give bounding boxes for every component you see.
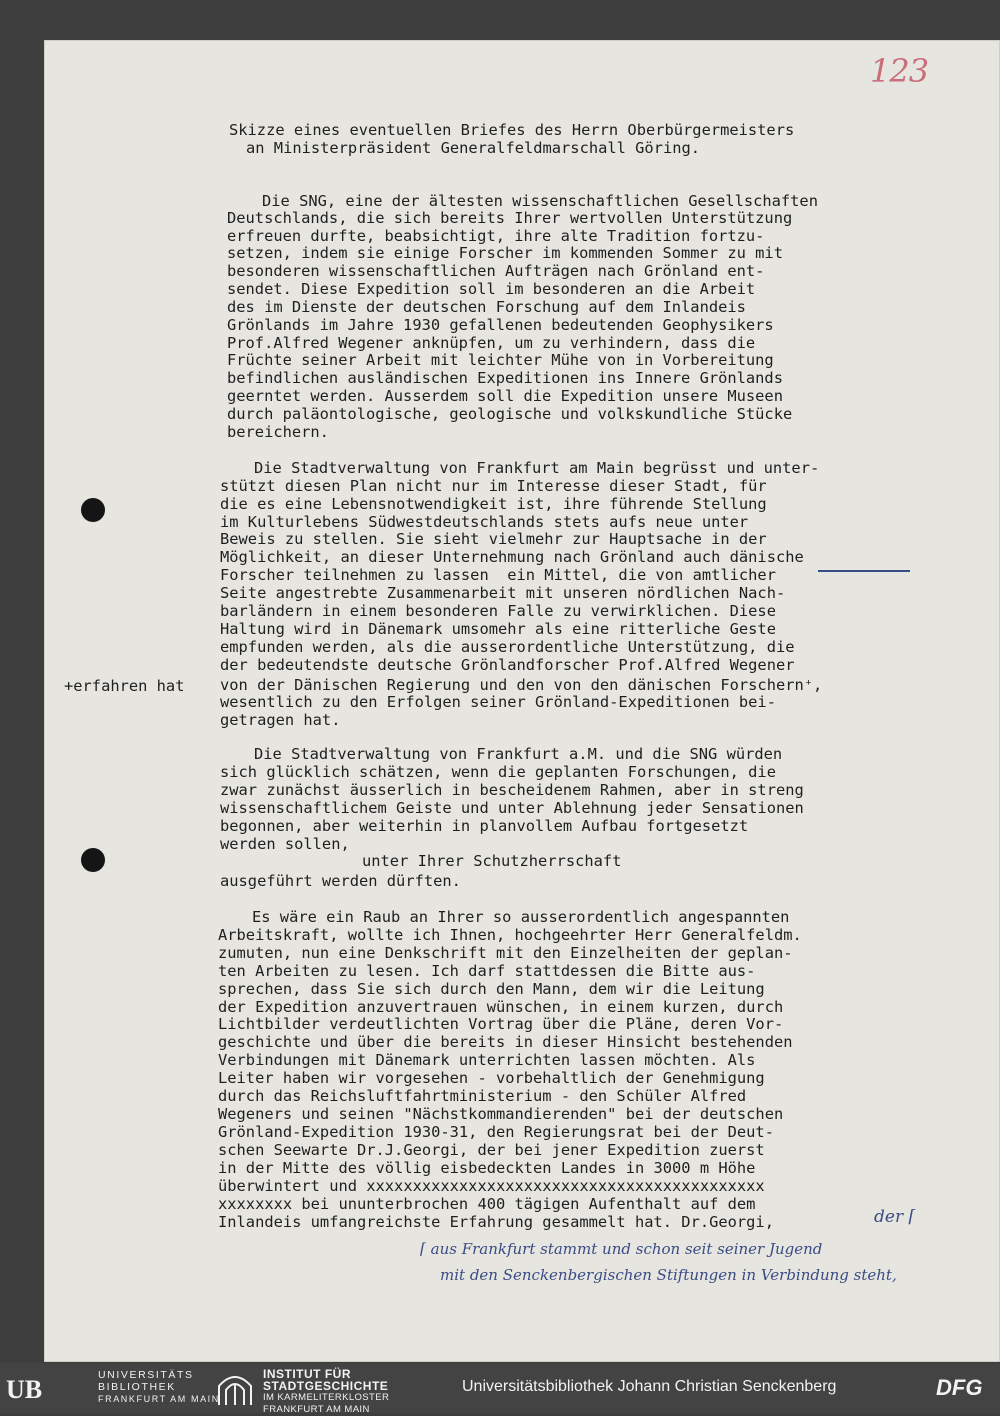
- paragraph-2-line: stützt diesen Plan nicht nur im Interesse dieser Stadt, für: [220, 477, 767, 495]
- paragraph-2-line: Haltung wird in Dänemark umsomehr als eine ritterliche Geste: [220, 620, 776, 638]
- paragraph-2-line: Seite angestrebte Zusammenarbeit mit unseren nördlichen Nach-: [220, 584, 786, 602]
- paragraph-1-line: bereichern.: [227, 423, 329, 441]
- paragraph-4-line: in der Mitte des völlig eisbedeckten Landes in 3000 m Höhe: [218, 1159, 756, 1177]
- paragraph-3-line: Die Stadtverwaltung von Frankfurt a.M. und die SNG würden: [254, 745, 783, 763]
- footer-bar: [0, 1363, 1000, 1413]
- paragraph-1-line: Die SNG, eine der ältesten wissenschaftlichen Gesellschaften: [262, 192, 818, 210]
- isg-wordmark-line: STADTGESCHICHTE: [263, 1379, 389, 1393]
- ub-wordmark-line: FRANKFURT AM MAIN: [98, 1394, 220, 1404]
- paragraph-3-line: unter Ihrer Schutzherrschaft: [362, 852, 622, 870]
- paragraph-4-line: sprechen, dass Sie sich durch den Mann, dem wir die Leitung: [218, 980, 765, 998]
- paragraph-2-line: die es eine Lebensnotwendigkeit ist, ihre führende Stellung: [220, 495, 767, 513]
- paragraph-1-line: Früchte seiner Arbeit mit leichter Mühe von in Vorbereitung: [227, 351, 774, 369]
- paragraph-1-line: Deutschlands, die sich bereits Ihrer wertvollen Unterstützung: [227, 209, 793, 227]
- heading-line: an Ministerpräsident Generalfeldmarschall Göring.: [246, 139, 701, 157]
- margin-note: +erfahren hat: [64, 677, 185, 695]
- handwritten-insert-mark: der ⌈: [874, 1207, 916, 1227]
- paragraph-4-line: Grönland-Expedition 1930-31, den Regierungsrat bei der Deut-: [218, 1123, 774, 1141]
- paragraph-1-line: sendet. Diese Expedition soll im besonderen an die Arbeit: [227, 280, 756, 298]
- isg-building-icon: [216, 1372, 254, 1406]
- dfg-logo: DFG: [936, 1375, 983, 1400]
- paragraph-1-line: Grönlands im Jahre 1930 gefallenen bedeutenden Geophysikers: [227, 316, 774, 334]
- handwritten-page-number: 123: [870, 52, 929, 90]
- isg-wordmark-line: INSTITUT FÜR: [263, 1367, 351, 1381]
- handwritten-note-line: mit den Senckenbergischen Stiftungen in Verbindung steht,: [440, 1266, 897, 1284]
- handwritten-underline: [818, 570, 910, 572]
- paragraph-4-line: durch das Reichsluftfahrtministerium - den Schüler Alfred: [218, 1087, 747, 1105]
- paragraph-2-line: getragen hat.: [220, 711, 341, 729]
- paragraph-1-line: durch paläontologische, geologische und volkskundliche Stücke: [227, 405, 793, 423]
- paragraph-4-line: ten Arbeiten zu lesen. Ich darf stattdessen die Bitte aus-: [218, 962, 756, 980]
- paragraph-3-line: werden sollen,: [220, 835, 350, 853]
- heading-line: Skizze eines eventuellen Briefes des Herrn Oberbürgermeisters: [229, 121, 795, 139]
- punch-hole: [81, 498, 105, 522]
- paragraph-4-line: Wegeners und seinen "Nächstkommandierenden" bei der deutschen: [218, 1105, 784, 1123]
- punch-hole: [81, 848, 105, 872]
- paragraph-1-line: befindlichen ausländischen Expeditionen ins Innere Grönlands: [227, 369, 783, 387]
- paragraph-2-line: Möglichkeit, an dieser Unternehmung nach Grönland auch dänische: [220, 548, 804, 566]
- library-name: Universitätsbibliothek Johann Christian Senckenberg: [462, 1378, 837, 1395]
- paragraph-3-line: begonnen, aber weiterhin in planvollem Aufbau fortgesetzt: [220, 817, 749, 835]
- paragraph-4-line: Verbindungen mit Dänemark unterrichten lassen möchten. Als: [218, 1051, 756, 1069]
- paragraph-1-line: Prof.Alfred Wegener anknüpfen, um zu verhindern, dass die: [227, 334, 756, 352]
- paragraph-4-line: geschichte und über die bereits in dieser Hinsicht bestehenden: [218, 1033, 793, 1051]
- ub-logo: UB: [6, 1375, 43, 1404]
- paragraph-2-line: der bedeutendste deutsche Grönlandforscher Prof.Alfred Wegener: [220, 656, 795, 674]
- paragraph-4-line: Leiter haben wir vorgesehen - vorbehaltlich der Genehmigung: [218, 1069, 765, 1087]
- paragraph-2-line: im Kulturlebens Südwestdeutschlands stets aufs neue unter: [220, 513, 749, 531]
- paragraph-2-line: barländern in einem besonderen Falle zu verwirklichen. Diese: [220, 602, 776, 620]
- paragraph-4-line: überwintert und xxxxxxxxxxxxxxxxxxxxxxxxxxxxxxxxxxxxxxxxxxx: [218, 1177, 765, 1195]
- paragraph-4-line: xxxxxxxx bei ununterbrochen 400 tägigen Aufenthalt auf dem: [218, 1195, 756, 1213]
- paragraph-4-line: Lichtbilder verdeutlichten Vortrag über die Pläne, deren Vor-: [218, 1015, 784, 1033]
- paragraph-3-line: zwar zunächst äusserlich in bescheidenem Rahmen, aber in streng: [220, 781, 804, 799]
- paragraph-1-line: des im Dienste der deutschen Forschung auf dem Inlandeis: [227, 298, 746, 316]
- ub-wordmark-line: UNIVERSITÄTS: [98, 1369, 194, 1381]
- paragraph-4-line: Arbeitskraft, wollte ich Ihnen, hochgeehrter Herr Generalfeldm.: [218, 926, 802, 944]
- isg-wordmark-line: FRANKFURT AM MAIN: [263, 1404, 370, 1415]
- paragraph-4-line: Inlandeis umfangreichste Erfahrung gesammelt hat. Dr.Georgi,: [218, 1213, 774, 1231]
- paragraph-2-line: empfunden werden, als die ausserordentliche Unterstützung, die: [220, 638, 795, 656]
- paragraph-3-line: wissenschaftlichem Geiste und unter Ablehnung jeder Sensationen: [220, 799, 804, 817]
- paragraph-4-line: zumuten, nun eine Denkschrift mit den Einzelheiten der geplan-: [218, 944, 793, 962]
- ub-wordmark-line: BIBLIOTHEK: [98, 1381, 176, 1393]
- paragraph-1-line: erfreuen durfte, beabsichtigt, ihre alte Tradition fortzu-: [227, 227, 765, 245]
- paragraph-1-line: setzen, indem sie einige Forscher im kommenden Sommer zu mit: [227, 244, 783, 262]
- paragraph-3-line: sich glücklich schätzen, wenn die geplanten Forschungen, die: [220, 763, 776, 781]
- paragraph-1-line: besonderen wissenschaftlichen Aufträgen nach Grönland ent-: [227, 262, 765, 280]
- paragraph-2-line: wesentlich zu den Erfolgen seiner Grönland-Expeditionen bei-: [220, 693, 776, 711]
- ub-wordmark: [98, 1369, 220, 1405]
- paragraph-4-line: Es wäre ein Raub an Ihrer so ausserordentlich angespannten: [252, 908, 790, 926]
- isg-wordmark-line: IM KARMELITERKLOSTER: [263, 1392, 390, 1403]
- paragraph-4-line: schen Seewarte Dr.J.Georgi, der bei jener Expedition zuerst: [218, 1141, 765, 1159]
- paragraph-2-line: Beweis zu stellen. Sie sieht vielmehr zur Hauptsache in der: [220, 530, 767, 548]
- paragraph-2-line: von der Dänischen Regierung und den von den dänischen Forschern⁺,: [220, 676, 823, 694]
- paragraph-3-line: ausgeführt werden dürften.: [220, 872, 461, 890]
- paragraph-4-line: der Expedition anzuvertrauen wünschen, in einem kurzen, durch: [218, 998, 784, 1016]
- handwritten-note-line: ⌈ aus Frankfurt stammt und schon seit seiner Jugend: [420, 1240, 823, 1258]
- isg-wordmark: [263, 1368, 389, 1416]
- paragraph-1-line: geerntet werden. Ausserdem soll die Expedition unsere Museen: [227, 387, 783, 405]
- paragraph-2-line: Forscher teilnehmen zu lassen ein Mittel, die von amtlicher: [220, 566, 776, 584]
- paragraph-2-line: Die Stadtverwaltung von Frankfurt am Main begrüsst und unter-: [254, 459, 820, 477]
